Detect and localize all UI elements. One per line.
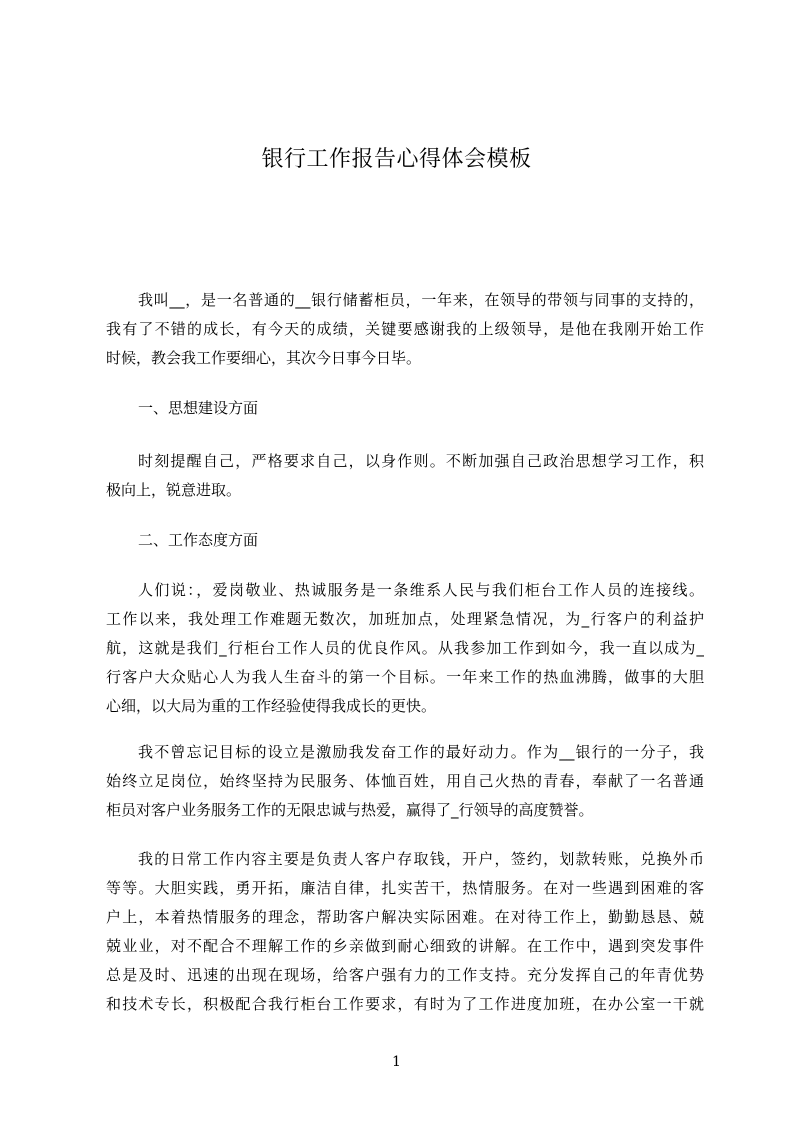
paragraph-line: 行客户大众贴心人为我人生奋斗的第一个目标。一年来工作的热血沸腾，做事的大胆 <box>106 668 704 686</box>
paragraph-line: 我有了不错的成长，有今天的成绩，关键要感谢我的上级领导，是他在我刚开始工作 <box>106 320 704 338</box>
paragraph-line: 航，这就是我们_行柜台工作人员的优良作风。从我参加工作到如今，我一直以成为_ <box>106 639 704 657</box>
paragraph-line: 始终立足岗位，始终坚持为民服务、体恤百姓，用自己火热的青春，奉献了一名普通 <box>106 772 704 790</box>
paragraph-line: 和技术专长，积极配合我行柜台工作要求，有时为了工作进度加班，在办公室一干就 <box>106 995 704 1013</box>
paragraph-line: 柜员对客户业务服务工作的无限忠诚与热爱，赢得了_行领导的高度赞誉。 <box>106 801 594 819</box>
paragraph-line: 总是及时、迅速的出现在现场，给客户强有力的工作支持。充分发挥自己的年青优势 <box>106 966 704 984</box>
paragraph-line: 工作以来，我处理工作难题无数次，加班加点，处理紧急情况，为_行客户的利益护 <box>106 610 704 628</box>
paragraph-line: 心细，以大局为重的工作经验使得我成长的更快。 <box>106 697 437 715</box>
page-number: 1 <box>392 1054 401 1070</box>
paragraph-line: 等等。大胆实践，勇开拓，廉洁自律，扎实苦干，热情服务。在对一些遇到困难的客 <box>106 879 704 897</box>
section-heading-attitude: 二、工作态度方面 <box>138 531 259 549</box>
paragraph-line: 时候，教会我工作要细心，其次今日事今日毕。 <box>106 349 422 367</box>
paragraph-line: 我不曾忘记目标的设立是激励我发奋工作的最好动力。作为__银行的一分子，我 <box>138 743 704 761</box>
paragraph-line: 兢业业，对不配合不理解工作的乡亲做到耐心细致的讲解。在工作中，遇到突发事件 <box>106 937 704 955</box>
paragraph-line: 人们说：，爱岗敬业、热诚服务是一条维系人民与我们柜台工作人员的连接线。 <box>138 581 704 599</box>
paragraph-line: 极向上，锐意进取。 <box>106 481 242 499</box>
paragraph-goal <box>106 738 704 825</box>
paragraph-attitude <box>106 576 704 721</box>
paragraph-line: 时刻提醒自己，严格要求自己，以身作则。不断加强自己政治思想学习工作，积 <box>138 452 704 470</box>
paragraph-intro <box>106 286 704 373</box>
section-heading-ideology: 一、思想建设方面 <box>138 399 259 417</box>
paragraph-line: 户上，本着热情服务的理念，帮助客户解决实际困难。在对待工作上，勤勤恳恳、兢 <box>106 908 704 926</box>
document-title: 银行工作报告心得体会模板 <box>261 147 532 172</box>
paragraph-ideology <box>106 447 704 505</box>
paragraph-daily-work <box>106 845 704 1019</box>
paragraph-line: 我叫__，是一名普通的__银行储蓄柜员，一年来，在领导的带领与同事的支持的， <box>138 291 704 309</box>
paragraph-line: 我的日常工作内容主要是负责人客户存取钱，开户，签约，划款转账，兑换外币 <box>138 850 704 868</box>
